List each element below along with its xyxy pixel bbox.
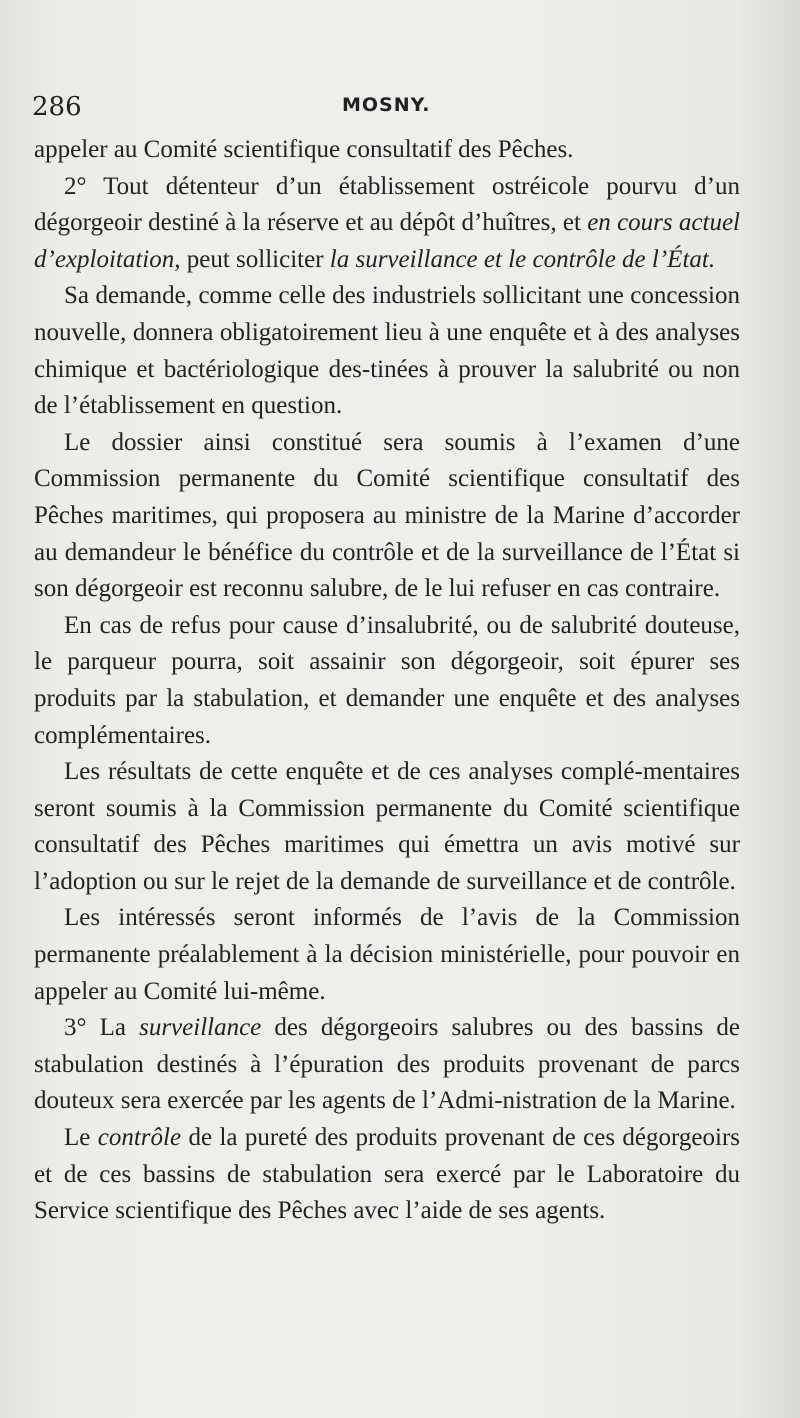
text-run: 2° Tout détenteur d’un établissement ostréicole pourvu d’un dégorgeoir destiné à la réserve et au dépôt d’huîtres, et	[34, 172, 740, 237]
text-run: appeler au Comité scientifique consultatif des Pêches.	[34, 136, 574, 163]
text-run: peut solliciter	[180, 245, 330, 273]
body-text	[34, 132, 740, 1230]
running-head: MOSNY.	[342, 94, 431, 116]
paragraph	[34, 132, 740, 169]
text-run: Le dossier ainsi constitué sera soumis à l’examen d’une Commission permanente du Comité scientifique consultatif des Pêches maritimes, qui proposera au ministre de la Marine d’accorder au demandeur le bénéfice du contrôle et de la surveillance de l’État si son dégorgeoir est reconnu salubre, de le lui refuser en cas contraire.	[34, 428, 740, 603]
text-run: En cas de refus pour cause d’insalubrité, ou de salubrité douteuse, le parqueur pourra, soit assainir son dégorgeoir, soit épurer ses produits par la stabulation, et demander une enquête et des analyses complémentaires.	[34, 611, 740, 749]
text-run: de la pureté des produits provenant de ces dégorgeoirs et de ces bassins de stabulation sera exercé par le Laboratoire du Service scientifique des Pêches avec l’aide de ses agents.	[34, 1124, 741, 1225]
page-header	[30, 92, 730, 124]
paragraph	[34, 754, 740, 900]
paragraph	[34, 278, 740, 424]
text-run: Les intéressés seront informés de l’avis de la Commission permanente préalablement à la décision ministérielle, pour pouvoir en appeler au Comité lui-même.	[34, 904, 740, 1005]
paragraph	[34, 608, 740, 754]
paragraph	[34, 900, 740, 1010]
italic-run: la surveillance et le contrôle de l’État.	[329, 245, 716, 273]
paragraph	[34, 169, 740, 279]
text-run: Le	[64, 1124, 98, 1152]
text-run: Les résultats de cette enquête et de ces analyses complé-mentaires seront soumis à la Commission permanente du Comité scientifique consultatif des Pêches maritimes qui émettra un avis motivé sur l’adoption ou sur le rejet de la demande de surveillance et de contrôle.	[34, 758, 740, 895]
text-run: des dégorgeoirs salubres ou des bassins de stabulation destinés à l’épuration des produits provenant de parcs douteux sera exercée par les agents de l’Admi-nistration de la Marine.	[34, 1014, 740, 1115]
paragraph	[34, 425, 740, 608]
italic-run: contrôle	[97, 1124, 182, 1152]
italic-run: en cours actuel d’exploitation,	[34, 209, 740, 273]
page-number: 286	[32, 92, 82, 122]
text-run: 3° La	[64, 1014, 140, 1042]
paragraph	[34, 1010, 740, 1120]
text-run: Sa demande, comme celle des industriels sollicitant une concession nouvelle, donnera obligatoirement lieu à une enquête et à des analyses chimique et bactériologique des-tinées à prouver la salubrité ou non de l’établissement en question.	[34, 282, 740, 420]
paragraph	[34, 1120, 740, 1230]
italic-run: surveillance	[139, 1014, 262, 1042]
